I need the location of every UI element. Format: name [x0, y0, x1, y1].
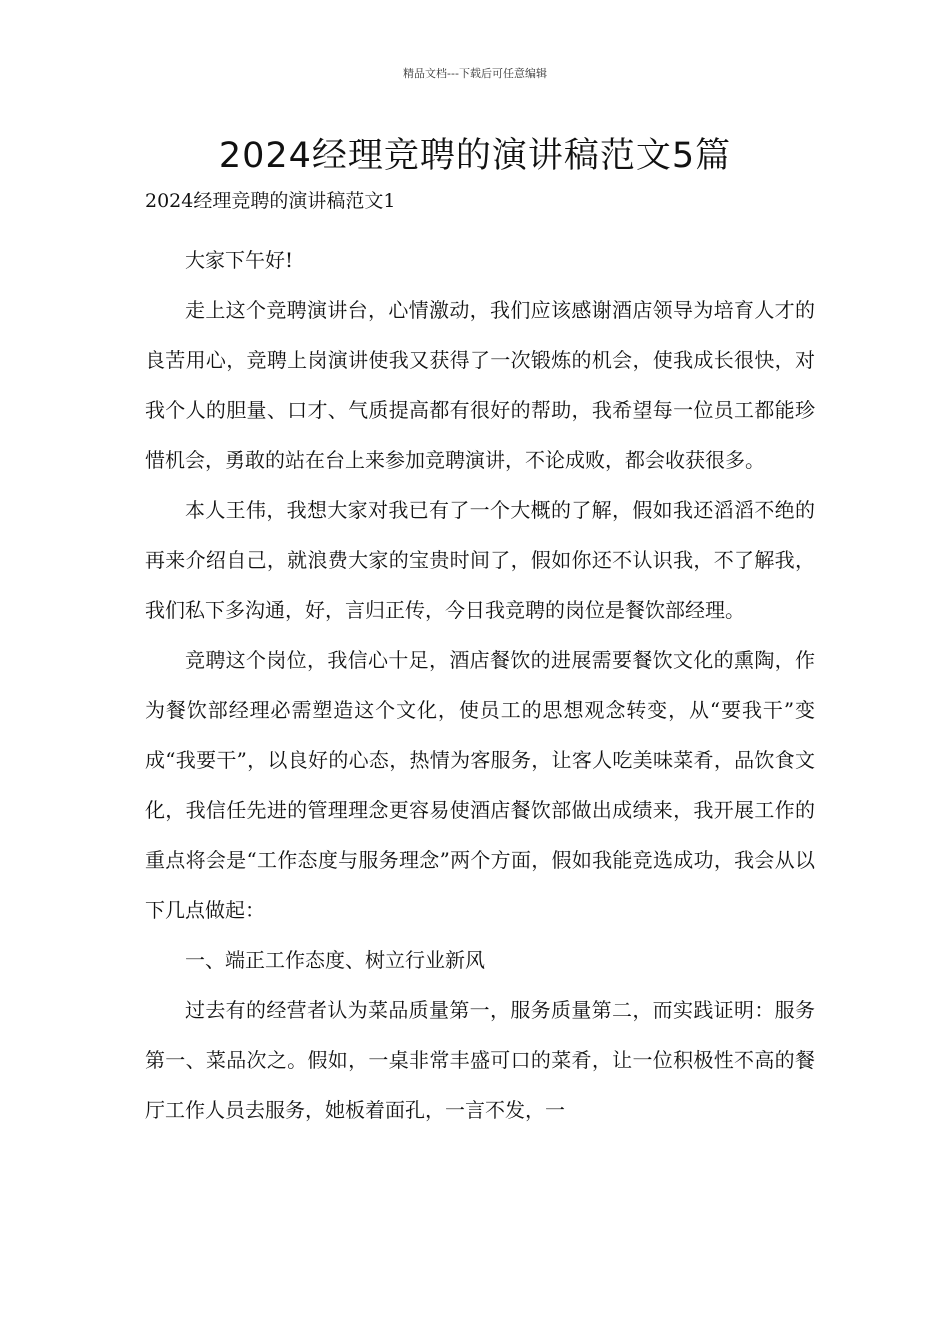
paragraph: 本人王伟，我想大家对我已有了一个大概的了解，假如我还滔滔不绝的再来介绍自己，就浪费大家的宝贵时间了，假如你还不认识我，不了解我，我们私下多沟通，好，言归正传，今日我竞聘的岗位是餐饮部经理。	[145, 498, 815, 622]
document-body	[145, 185, 815, 1135]
paragraph: 竞聘这个岗位，我信心十足，酒店餐饮的进展需要餐饮文化的熏陶，作为餐饮部经理必需塑造这个文化，使员工的思想观念转变，从“要我干”变成“我要干”，以良好的心态，热情为客服务，让客人吃美味菜肴，品饮食文化，我信任先进的管理理念更容易使酒店餐饮部做出成绩来，我开展工作的重点将会是“工作态度与服务理念”两个方面，假如我能竞选成功，我会从以下几点做起：	[145, 648, 815, 922]
header-note: 精品文档---下载后可任意编辑	[403, 67, 547, 80]
document-title: 2024经理竞聘的演讲稿范文5篇	[218, 136, 732, 176]
section-subtitle: 2024经理竞聘的演讲稿范文1	[145, 190, 396, 212]
paragraph: 过去有的经营者认为菜品质量第一，服务质量第二，而实践证明：服务第一、菜品次之。假如，一桌非常丰盛可口的菜肴，让一位积极性不高的餐厅工作人员去服务，她板着面孔，一言不发，一	[145, 998, 815, 1122]
paragraph: 走上这个竞聘演讲台，心情激动，我们应该感谢酒店领导为培育人才的良苦用心，竞聘上岗演讲使我又获得了一次锻炼的机会，使我成长很快，对我个人的胆量、口才、气质提高都有很好的帮助，我希望每一位员工都能珍惜机会，勇敢的站在台上来参加竞聘演讲，不论成败，都会收获很多。	[145, 298, 815, 472]
section-heading: 一、端正工作态度、树立行业新风	[185, 948, 485, 972]
paragraph-greeting: 大家下午好!	[185, 248, 294, 272]
